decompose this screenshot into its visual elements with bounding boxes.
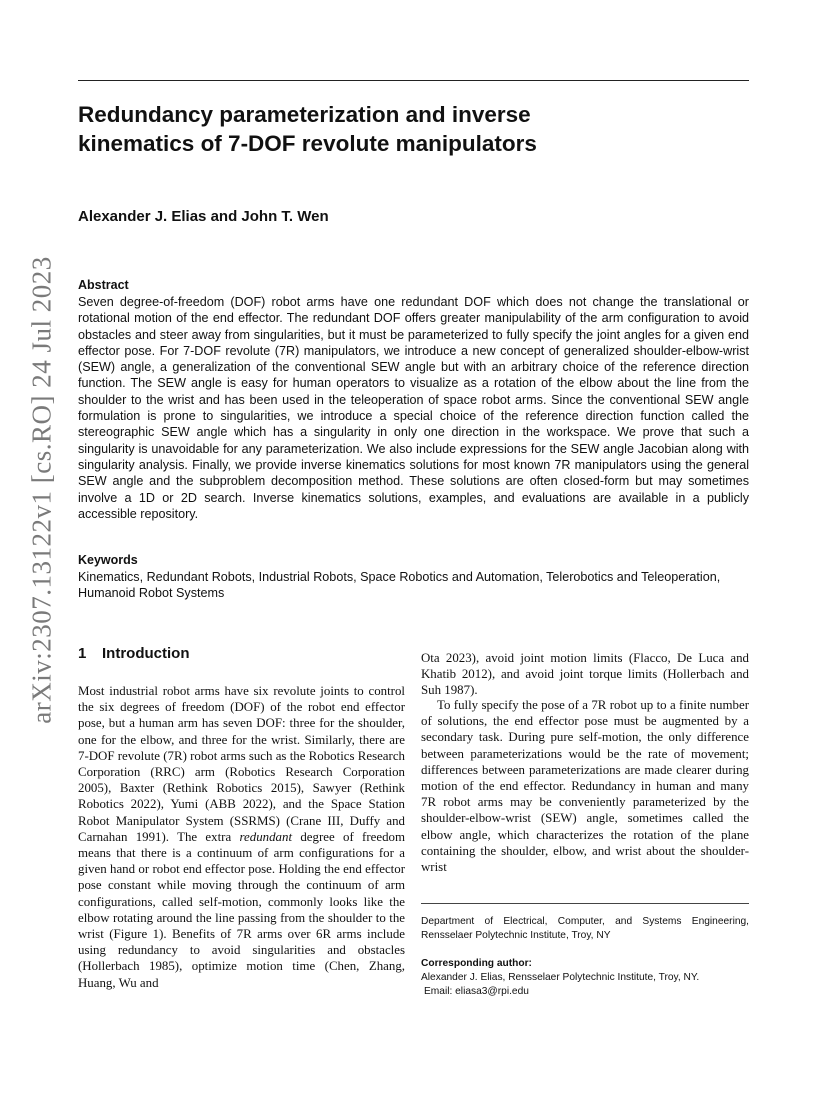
corresponding-author: Alexander J. Elias, Rensselaer Polytechnic Institute, Troy, NY. <box>421 972 700 983</box>
intro-right-paragraph: To fully specify the pose of a 7R robot up to a finite number of solutions, the end effector pose must be augmented by a secondary task. During pure self-motion, the only difference between parameterizations would be the rate of movement; differences between parameterizations are made clearer during motion of the end effector. Redundancy in human and many 7R robot arms may be conveniently parameterized by the shoulder-elbow-wrist (SEW) angle, sometimes called the elbow angle, which characterizes the rotation of the plane containing the shoulder, elbow, and wrist about the shoulder-wrist <box>421 698 749 875</box>
top-rule <box>78 80 749 81</box>
keywords-text: Kinematics, Redundant Robots, Industrial Robots, Space Robotics and Automation, Telerobotics and Teleoperation, Humanoid Robot Systems <box>78 570 721 601</box>
intro-right-continuation: Ota 2023), avoid joint motion limits (Flacco, De Luca and Khatib 2012), and avoid joint torque limits (Hollerbach and Suh 1987). <box>421 651 749 698</box>
intro-left-column <box>78 683 405 991</box>
footnote-affiliation: Department of Electrical, Computer, and Systems Engineering, Rensselaer Polytechnic Institute, Troy, NY <box>421 916 749 941</box>
section-title: Introduction <box>102 645 190 662</box>
abstract-text: Seven degree-of-freedom (DOF) robot arms have one redundant DOF which does not change the translational or rotational motion of the end effector. The redundant DOF offers greater manipulability of the arm configuration to avoid obstacles and steer away from singularities, but it must be parameterized to fully specify the joint angles for a given end effector pose. For 7-DOF revolute (7R) manipulators, we introduce a new concept of generalized shoulder-elbow-wrist (SEW) angle, a generalization of the conventional SEW angle but with an arbitrary choice of the reference direction function. The SEW angle is easy for human operators to visualize as a rotation of the elbow about the line from the shoulder to the wrist and has been used in the teleoperation of space robot arms. Since the conventional SEW angle formulation is prone to singularities, we introduce a special choice of the reference direction function called the stereographic SEW angle which has a singularity in only one direction in the workspace. We prove that such a singularity is unavoidable for any parameterization. We also include expressions for the SEW angle Jacobian along with singularity analysis. Finally, we provide inverse kinematics solutions for most known 7R manipulators using the general SEW angle and the subproblem decomposition method. These solutions are often closed-form but may sometimes involve a 1D or 2D search. Inverse kinematics solutions, examples, and evaluations are available in a publicly accessible repository. <box>78 295 749 521</box>
arxiv-identifier[interactable]: arXiv:2307.13122v1 [cs.RO] 24 Jul 2023 <box>26 256 57 724</box>
section-number: 1 <box>78 645 87 662</box>
corresponding-author-heading: Corresponding author: <box>421 958 532 969</box>
abstract-heading: Abstract <box>78 278 129 292</box>
emphasis-redundant: redundant <box>239 829 293 844</box>
intro-paragraph-start: Most industrial robot arms have six revolute joints to control the six degrees of freedom (DOF) of the robot end effector pose, but a human arm has seven DOF: three for the shoulder, one for the elbow, and three for the wrist. Similarly, there are 7-DOF revolute (7R) robot arms such as the Robotics Research Corporation (RRC) arm (Robotics Research Corporation 2005), Baxter (Rethink Robotics 2015), Sawyer (Rethink Robotics 2022), Yumi (ABB 2022), and the Space Station Robot Manipulator System (SSRMS) (Crane III, Duffy and Carnahan 1991). The extra <box>78 684 405 844</box>
section-heading-introduction <box>78 645 189 662</box>
intro-paragraph-end: degree of freedom means that there is a continuum of arm configurations for a given hand or robot end effector pose. Holding the end effector pose constant while moving through the continuum of arm configurations, called self-motion, commonly looks like the elbow rotating around the line passing from the shoulder to the wrist (Figure 1). Benefits of 7R arms over 6R arms include using redundancy to avoid singularities and obstacles (Hollerbach 1985), optimize motion time (Chen, Zhang, Huang, Wu and <box>78 829 405 990</box>
footnote-rule <box>421 903 749 904</box>
author-email[interactable]: Email: eliasa3@rpi.edu <box>424 986 529 997</box>
paper-title: Redundancy parameterization and inverse kinematics of 7-DOF revolute manipulators <box>78 102 537 156</box>
paper-authors: Alexander J. Elias and John T. Wen <box>78 208 329 225</box>
keywords-heading: Keywords <box>78 553 138 567</box>
